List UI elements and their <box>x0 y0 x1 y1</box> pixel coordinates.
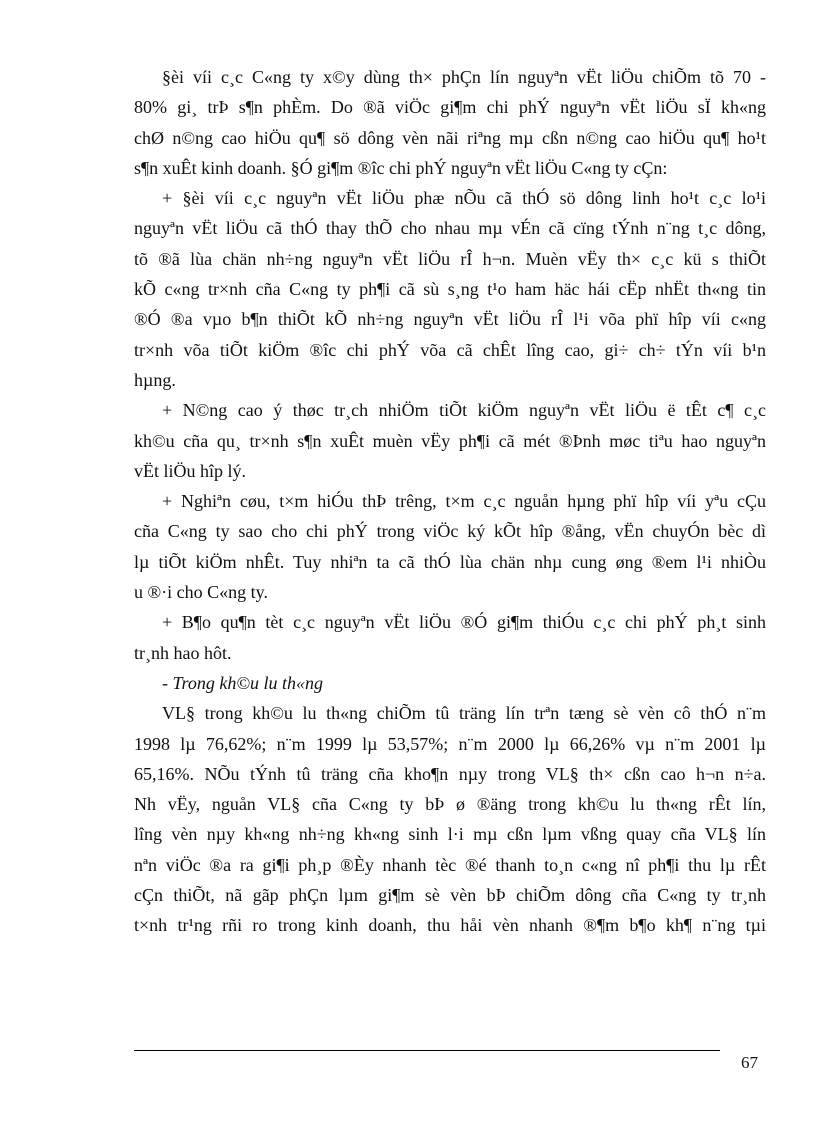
text-line: kh©u cña qu¸ tr×nh s¶n xuÊt muèn vËy ph¶i cã mét ®Þnh møc tiªu hao nguyªn <box>134 430 766 451</box>
text-line: vËt liÖu hîp lý. <box>134 460 246 481</box>
text-line: nguyªn vËt liÖu cã thÓ thay thÕ cho nhau mµ vÉn cã cïng tÝnh n¨ng t¸c dông, <box>134 218 766 239</box>
text-line: cña C«ng ty sao cho chi phÝ trong viÖc ký kÕt hîp ®ång, vËn chuyÓn bèc dì <box>134 521 766 542</box>
text-line: lµ tiÕt kiÖm nhÊt. Tuy nhiªn ta cã thÓ lùa chän nhµ cung øng ®em l¹i nhiÒu <box>134 551 766 572</box>
text-line: tr×nh võa tiÕt kiÖm ®îc chi phÝ võa cã chÊt lîng cao, gi÷ ch÷ tÝn víi b¹n <box>134 339 766 360</box>
text-line: 80% gi¸ trÞ s¶n phÈm. Do ®ã viÖc gi¶m chi phÝ nguyªn vËt liÖu sÏ kh«ng <box>134 97 766 118</box>
text-line: + §èi víi c¸c nguyªn vËt liÖu phæ nÕu cã thÓ sö dông linh ho¹t c¸c lo¹i <box>162 188 766 209</box>
text-line: 65,16%. NÕu tÝnh tû träng cña kho¶n nµy trong VL§ th× cßn cao h¬n n÷a. <box>134 763 766 784</box>
text-line: nªn viÖc ®a ra gi¶i ph¸p ®Èy nhanh tèc ®é thanh to¸n c«ng nî ph¶i thu lµ rÊt <box>134 854 766 875</box>
text-line: chØ n©ng cao hiÖu qu¶ sö dông vèn nãi riªng mµ cßn n©ng cao hiÖu qu¶ ho¹t <box>134 127 766 148</box>
text-line: - Trong kh©u lu th«ng <box>162 672 324 693</box>
text-line: VL§ trong kh©u lu th«ng chiÕm tû träng lín trªn tæng sè vèn cô thÓ n¨m <box>162 703 766 724</box>
text-line: kÕ c«ng tr×nh cña C«ng ty ph¶i cã sù s¸ng t¹o ham häc hái cËp nhËt th«ng tin <box>134 279 766 300</box>
text-line: tr¸nh hao hôt. <box>134 642 232 663</box>
text-line: Nh vËy, nguån VL§ cña C«ng ty bÞ ø ®äng trong kh©u lu th«ng rÊt lín, <box>134 794 766 815</box>
text-line: + N©ng cao ý thøc tr¸ch nhiÖm tiÕt kiÖm nguyªn vËt liÖu ë tÊt c¶ c¸c <box>162 400 766 421</box>
text-line: t×nh tr¹ng rñi ro trong kinh doanh, thu håi vèn nhanh ®¶m b¶o kh¶ n¨ng tµi <box>134 915 766 936</box>
text-line: hµng. <box>134 369 176 390</box>
page-number: 67 <box>741 1053 758 1072</box>
text-line: tõ ®ã lùa chän nh÷ng nguyªn vËt liÖu rÎ h¬n. Muèn vËy th× c¸c kü s thiÕt <box>134 248 766 269</box>
text-line: cÇn thiÕt, nã gãp phÇn lµm gi¶m sè vèn bÞ chiÕm dông cña C«ng ty tr¸nh <box>134 885 766 906</box>
text-line: §èi víi c¸c C«ng ty x©y dùng th× phÇn lín nguyªn vËt liÖu chiÕm tõ 70 - <box>162 67 766 87</box>
footer-rule <box>134 1050 720 1051</box>
text-line: s¶n xuÊt kinh doanh. §Ó gi¶m ®îc chi phÝ nguyªn vËt liÖu C«ng ty cÇn: <box>134 157 668 178</box>
text-line: ®Ó ®a vµo b¶n thiÕt kÕ nh÷ng nguyªn vËt liÖu rÎ l¹i võa phï hîp víi c«ng <box>134 309 766 330</box>
text-line: u ®·i cho C«ng ty. <box>134 582 268 603</box>
text-line: lîng vèn nµy kh«ng nh÷ng kh«ng sinh l·i mµ cßn lµm vßng quay cña VL§ lín <box>134 824 766 845</box>
body-text <box>134 62 766 941</box>
text-line: + B¶o qu¶n tèt c¸c nguyªn vËt liÖu ®Ó gi¶m thiÓu c¸c chi phÝ ph¸t sinh <box>162 612 766 633</box>
text-line: + Nghiªn cøu, t×m hiÓu thÞ trêng, t×m c¸c nguån hµng phï hîp víi yªu cÇu <box>162 491 766 512</box>
text-line: 1998 lµ 76,62%; n¨m 1999 lµ 53,57%; n¨m 2000 lµ 66,26% vµ n¨m 2001 lµ <box>134 733 766 754</box>
